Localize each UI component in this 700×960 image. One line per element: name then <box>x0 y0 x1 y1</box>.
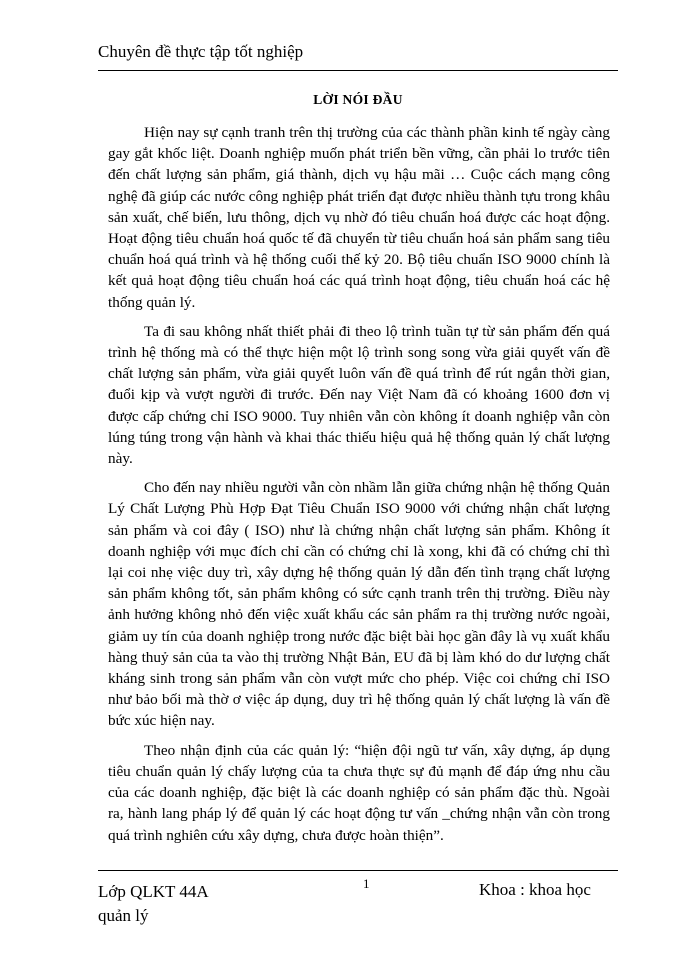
footer-class-info <box>98 880 209 928</box>
paragraph-2: Ta đi sau không nhất thiết phải đi theo lộ trình tuần tự từ sản phẩm đến quá trình hệ thống mà có thể thực hiện một lộ trình song song vừa giải quyết vấn đề chất lượng sản phẩm, vừa giải quyết luôn vấn đề quá trình để rút ngắn thời gian, đuổi kịp và vượt người đi trước. Đến nay Việt Nam đã có khoảng 1600 đơn vị được cấp chứng chỉ ISO 9000. Tuy nhiên vẫn còn không ít doanh nghiệp vẫn còn lúng túng trong vận hành và khai thác thiếu hiệu quả hệ thống quản lý chất lượng này. <box>108 322 610 468</box>
footer-class-line2: quản lý <box>98 906 149 925</box>
footer-faculty: Khoa : khoa học <box>479 880 591 899</box>
document-title: LỜI NÓI ĐẦU <box>313 92 403 107</box>
header-divider <box>98 70 618 71</box>
page-number: 1 <box>363 876 370 891</box>
footer-class-line1: Lớp QLKT 44A <box>98 882 209 901</box>
paragraph-1: Hiện nay sự cạnh tranh trên thị trường của các thành phần kinh tế ngày càng gay gắt khốc liệt. Doanh nghiệp muốn phát triển bền vững, cần phải lo trước tiên đến chất lượng sản phẩm, giá thành, dịch vụ hậu mãi … Cuộc cách mạng công nghệ đã giúp các nước công nghiệp phát triển đạt được nhiều thành tựu trong khâu sản xuất, chế biến, lưu thông, dịch vụ nhờ đó tiêu chuẩn hoá được các hoạt động. Hoạt động tiêu chuẩn hoá quốc tế đã chuyển từ tiêu chuẩn hoá sản phẩm sang tiêu chuẩn hoá quá trình và hệ thống cuối thế kỷ 20. Bộ tiêu chuẩn ISO 9000 chính là kết quả hoạt động tiêu chuẩn hoá các quá trình hoạt động, tiêu chuẩn hoá các hệ thống quản lý. <box>108 124 610 311</box>
paragraph-3: Cho đến nay nhiều người vẫn còn nhầm lẫn giữa chứng nhận hệ thống Quản Lý Chất Lượng Phù Hợp Đạt Tiêu Chuẩn ISO 9000 với chứng nhận chất lượng sản phẩm và coi đây ( ISO) như là chứng nhận chất lượng sản phẩm. Không ít doanh nghiệp với mục đích chỉ cần có chứng chỉ là xong, khi đã có chứng chỉ thì lại coi nhẹ việc duy trì, xây dựng hệ thống quản lý dẫn đến tình trạng chất lượng sản phẩm không tốt, sản phẩm không có sức cạnh tranh trên thị trường. Điều này ảnh hưởng không nhỏ đến việc xuất khẩu các sản phẩm ra thị trường nước ngoài, giảm uy tín của doanh nghiệp trong nước đặc biệt bài học gần đây là vụ xuất khẩu hàng thuỷ sản của ta vào thị trường Nhật Bản, EU đã bị làm khó do dư lượng chất kháng sinh trong sản phẩm vẫn còn vượt mức cho phép. Việc coi chứng chỉ ISO như bảo bối mà thờ ơ việc áp dụng, duy trì hệ thống quản lý chất lượng là vấn đề bức xúc hiện nay. <box>108 479 610 730</box>
paragraph-4: Theo nhận định của các quản lý: “hiện đội ngũ tư vấn, xây dựng, áp dụng tiêu chuẩn quản lý chấy lượng của ta chưa thực sự đủ mạnh để đáp ứng nhu cầu của các doanh nghiệp, đặc biệt là các doanh nghiệp có sản phẩm đặc thù. Ngoài ra, hành lang pháp lý để quản lý các hoạt động tư vấn _chứng nhận vẫn còn trong quá trình nghiên cứu xây dựng, chưa được hoàn thiện”. <box>108 741 610 844</box>
page-header-title: Chuyên đề thực tập tốt nghiệp <box>98 42 304 61</box>
document-body <box>108 122 610 854</box>
footer-divider <box>98 870 618 871</box>
